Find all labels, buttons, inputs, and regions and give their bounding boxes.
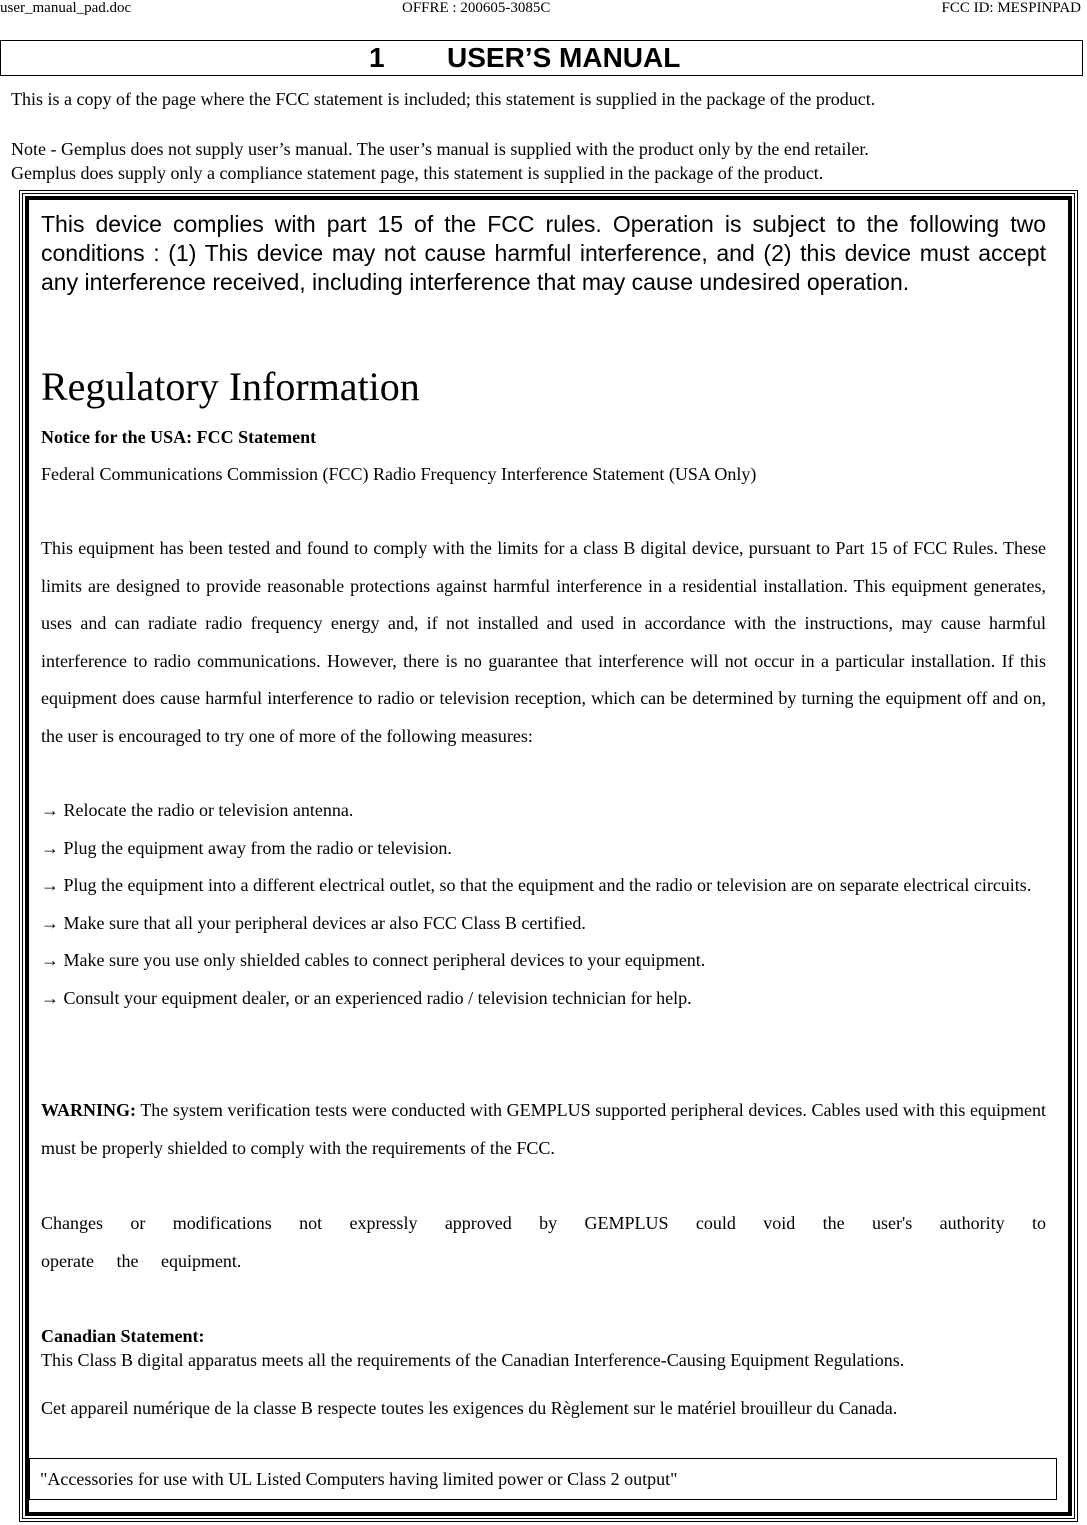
list-item: → Relocate the radio or television antenna. — [41, 800, 354, 820]
measures-list — [41, 792, 1046, 1017]
arrow-icon: → — [41, 837, 59, 858]
section-title-box — [0, 40, 1083, 76]
warning-paragraph — [41, 1092, 1046, 1167]
section-title: USER’S MANUAL — [447, 42, 681, 73]
warning-text: The system verification tests were conducted with GEMPLUS supported peripheral devices. Cables used with this equipment must be properly shielded to comply with the requirements of the FCC. — [41, 1100, 1046, 1158]
canadian-heading: Canadian Statement: — [41, 1326, 205, 1346]
changes-paragraph: Changes or modifications not expressly approved by GEMPLUS could void the user's authority to operate the equipment. — [41, 1213, 1046, 1271]
arrow-icon: → — [41, 875, 59, 895]
canadian-english: This Class B digital apparatus meets all the requirements of the Canadian Interference-Causing Equipment Regulations. — [41, 1350, 905, 1370]
list-item: → Make sure you use only shielded cables to connect peripheral devices to your equipment. — [41, 950, 706, 970]
warning-label: WARNING: — [41, 1100, 137, 1120]
list-item: → Consult your equipment dealer, or an experienced radio / television technician for help. — [41, 987, 692, 1008]
arrow-icon: → — [41, 950, 59, 970]
canadian-french: Cet appareil numérique de la classe B respecte toutes les exigences du Règlement sur le matériel brouilleur du Canada. — [41, 1398, 898, 1418]
list-item: → Plug the equipment into a different electrical outlet, so that the equipment and the radio or television are on separate electrical circuits. — [41, 875, 1032, 895]
accessories-box — [29, 1458, 1057, 1500]
intro-line-3: Gemplus does supply only a compliance statement page, this statement is supplied in the package of the product. — [11, 163, 824, 183]
arrow-icon: → — [41, 912, 59, 933]
header-offer: OFFRE : 200605-3085C — [402, 0, 551, 16]
compliance-statement: This device complies with part 15 of the FCC rules. Operation is subject to the following two conditions : (1) This device may not cause harmful interference, and (2) this device must accept any interference received, including interference that may cause undesired operation. — [41, 211, 1046, 295]
fcc-subtitle: Federal Communications Commission (FCC) Radio Frequency Interference Statement (USA Only) — [41, 464, 757, 484]
list-item: → Make sure that all your peripheral devices ar also FCC Class B certified. — [41, 912, 586, 933]
page-header — [0, 0, 1087, 20]
fcc-notice-heading: Notice for the USA: FCC Statement — [41, 427, 317, 447]
arrow-icon: → — [41, 800, 59, 820]
fcc-body: This equipment has been tested and found to comply with the limits for a class B digital device, pursuant to Part 15 of FCC Rules. These limits are designed to provide reasonable protections against harmful interference in a residential installation. This equipment generates, uses and can radiate radio frequency energy and, if not installed and used in accordance with the instructions, may cause harmful interference to radio communications. However, there is no guarantee that interference will not occur in a particular installation. If this equipment does cause harmful interference to radio or television reception, which can be determined by turning the equipment off and on, the user is encouraged to try one of more of the following measures: — [41, 538, 1046, 746]
regulatory-heading: Regulatory Information — [41, 364, 420, 409]
arrow-icon: → — [41, 987, 59, 1008]
header-fcc-id: FCC ID: MESPINPAD — [941, 0, 1081, 16]
accessories-text: "Accessories for use with UL Listed Computers having limited power or Class 2 output" — [40, 1469, 678, 1489]
intro-line-1: This is a copy of the page where the FCC statement is included; this statement is supplied in the package of the product. — [11, 89, 876, 109]
intro-line-2: Note - Gemplus does not supply user’s manual. The user’s manual is supplied with the product only by the end retailer. — [11, 139, 869, 159]
header-filename: user_manual_pad.doc — [0, 0, 132, 16]
list-item: → Plug the equipment away from the radio or television. — [41, 837, 452, 858]
section-number: 1 — [369, 42, 385, 73]
